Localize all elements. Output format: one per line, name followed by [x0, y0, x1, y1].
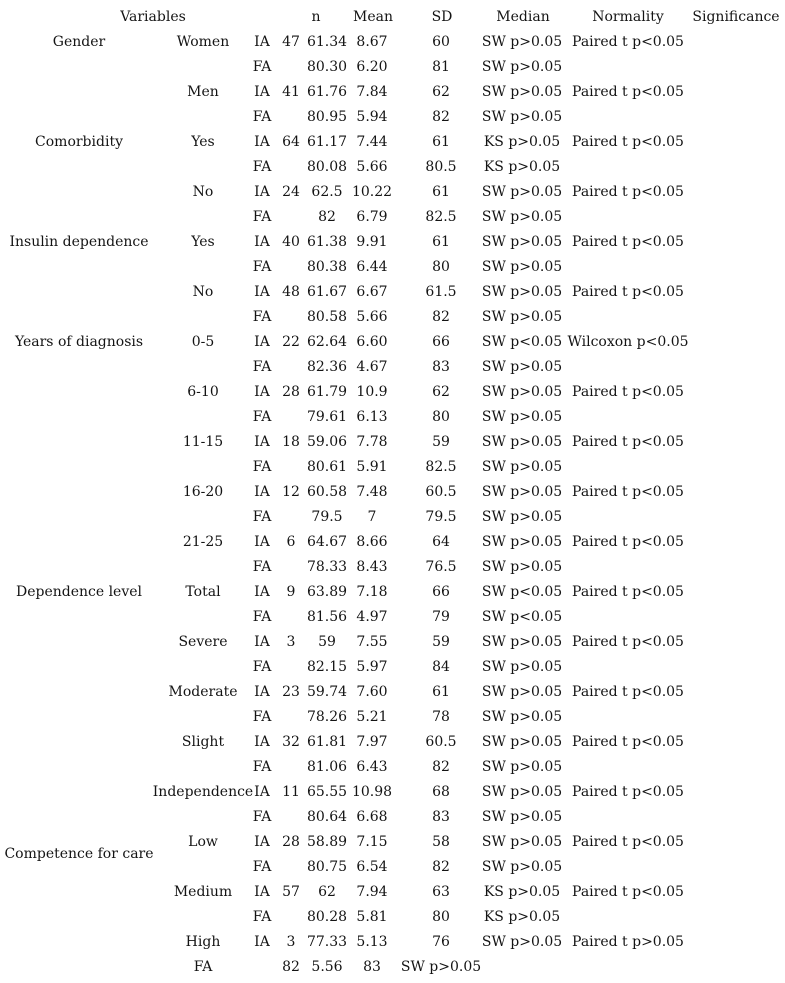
cell-sd: 10.22 [351, 183, 393, 200]
cell-normality: SW p>0.05 [481, 858, 563, 875]
cell-mean: 81.56 [306, 608, 348, 625]
cell-median: 81 [432, 58, 450, 75]
cell-mean: 80.38 [306, 258, 348, 275]
cell-median: 61 [432, 183, 450, 200]
cell-normality: SW p>0.05 [481, 308, 563, 325]
cell-test: IA [254, 33, 270, 50]
cell-normality: SW p>0.05 [481, 258, 563, 275]
table-row [0, 205, 785, 230]
cell-sd: 6.54 [356, 858, 388, 875]
cell-median: 82 [432, 108, 450, 125]
cell-n: 11 [282, 783, 300, 800]
cell-significance: Paired t p<0.05 [572, 33, 684, 50]
cell-sub: Low [188, 833, 218, 850]
cell-test: FA [252, 308, 272, 325]
cell-n: 32 [282, 733, 300, 750]
cell-sd: 5.97 [356, 658, 388, 675]
table-row [0, 680, 785, 705]
cell-sd: 6.13 [356, 408, 388, 425]
cell-sub: High [185, 933, 221, 950]
cell-median: 63 [432, 883, 450, 900]
cell-n: 3 [286, 933, 296, 950]
cell-normality: SW p>0.05 [481, 508, 563, 525]
cell-test: FA [252, 108, 272, 125]
cell-median: 60 [432, 33, 450, 50]
cell-test: FA [252, 458, 272, 475]
cell-median: 80 [432, 258, 450, 275]
cell-test: FA [252, 608, 272, 625]
variable-group-label: Gender [52, 33, 106, 50]
table-row [0, 630, 785, 655]
cell-median: 82 [432, 308, 450, 325]
cell-sub: No [192, 283, 214, 300]
cell-mean: 59.06 [306, 433, 348, 450]
cell-median: 61 [432, 683, 450, 700]
cell-sd: 7 [367, 508, 377, 525]
cell-normality: KS p>0.05 [483, 133, 561, 150]
cell-significance: Paired t p<0.05 [572, 533, 684, 550]
column-header-median: Median [496, 8, 550, 25]
cell-sub: Men [187, 83, 219, 100]
cell-sub: 21-25 [182, 533, 224, 550]
table-row [0, 55, 785, 80]
cell-normality: SW p>0.05 [481, 233, 563, 250]
cell-normality: SW p>0.05 [481, 808, 563, 825]
cell-mean: 80.28 [306, 908, 348, 925]
cell-median: 82.5 [425, 458, 457, 475]
cell-mean: 63.89 [306, 583, 348, 600]
cell-significance: Paired t p<0.05 [572, 583, 684, 600]
cell-sd: 6.60 [356, 333, 388, 350]
cell-median: 82.5 [425, 208, 457, 225]
cell-median: 60.5 [425, 733, 457, 750]
table-row [0, 505, 785, 530]
cell-sub: 11-15 [182, 433, 224, 450]
cell-normality: SW p>0.05 [481, 108, 563, 125]
cell-n: 23 [282, 683, 300, 700]
cell-median: 83 [432, 358, 450, 375]
cell-sd: 6.79 [356, 208, 388, 225]
cell-normality: SW p>0.05 [481, 483, 563, 500]
table-row [0, 905, 785, 930]
cell-n: 22 [282, 333, 300, 350]
cell-mean: 59 [318, 633, 336, 650]
cell-significance: Paired t p<0.05 [572, 83, 684, 100]
cell-median: 84 [432, 658, 450, 675]
cell-mean: 78.33 [306, 558, 348, 575]
cell-sub: Medium [173, 883, 233, 900]
cell-mean: 80.08 [306, 158, 348, 175]
table-row [0, 655, 785, 680]
cell-sd: 5.94 [356, 108, 388, 125]
cell-mean: 82.36 [306, 358, 348, 375]
cell-mean: 79.61 [306, 408, 348, 425]
cell-normality: SW p<0.05 [481, 333, 563, 350]
cell-normality: SW p>0.05 [481, 83, 563, 100]
variable-group-label: Insulin dependence [9, 233, 149, 250]
cell-sd: 9.91 [356, 233, 388, 250]
cell-mean: 61.34 [306, 33, 348, 50]
cell-median: 60.5 [425, 483, 457, 500]
cell-sub: 0-5 [191, 333, 215, 350]
variable-group-label: Years of diagnosis [14, 333, 144, 350]
cell-sub: 6-10 [187, 383, 219, 400]
cell-sd: 10.98 [351, 783, 393, 800]
table-row [0, 480, 785, 505]
cell-test: IA [254, 283, 270, 300]
table-row [0, 430, 785, 455]
table-row [0, 30, 785, 55]
cell-test: FA [252, 908, 272, 925]
cell-mean: 79.5 [311, 508, 343, 525]
cell-sd: 7.18 [356, 583, 388, 600]
table-row [0, 805, 785, 830]
cell-sub: Independence [152, 783, 254, 800]
cell-n: 82 [282, 958, 300, 975]
cell-sd: 4.97 [356, 608, 388, 625]
cell-test: IA [254, 533, 270, 550]
cell-mean: 61.38 [306, 233, 348, 250]
cell-n: 6 [286, 533, 296, 550]
cell-sd: 5.91 [356, 458, 388, 475]
cell-significance: Paired t p<0.05 [572, 183, 684, 200]
cell-mean: 64.67 [306, 533, 348, 550]
cell-n: 12 [282, 483, 300, 500]
table-row [0, 780, 785, 805]
cell-normality: SW p<0.05 [481, 583, 563, 600]
table-row [0, 155, 785, 180]
table-row [0, 380, 785, 405]
cell-mean: 58.89 [306, 833, 348, 850]
cell-n: 24 [282, 183, 300, 200]
table-row [0, 955, 785, 980]
cell-significance: Paired t p<0.05 [572, 283, 684, 300]
cell-mean: 61.81 [306, 733, 348, 750]
cell-sd: 10.9 [356, 383, 388, 400]
table-row [0, 305, 785, 330]
cell-test: IA [254, 883, 270, 900]
cell-mean: 62.5 [311, 183, 343, 200]
cell-mean: 82 [318, 208, 336, 225]
cell-mean: 61.79 [306, 383, 348, 400]
cell-median: 79.5 [425, 508, 457, 525]
cell-normality: KS p>0.05 [483, 883, 561, 900]
cell-sd: 4.67 [356, 358, 388, 375]
cell-sd: 5.13 [356, 933, 388, 950]
cell-n: 41 [282, 83, 300, 100]
cell-normality: SW p>0.05 [481, 633, 563, 650]
cell-mean: 80.75 [306, 858, 348, 875]
cell-significance: Paired t p<0.05 [572, 633, 684, 650]
table-row [0, 555, 785, 580]
table-row [0, 930, 785, 955]
cell-test: IA [254, 333, 270, 350]
cell-normality: SW p>0.05 [481, 33, 563, 50]
table-row [0, 355, 785, 380]
cell-sub: Yes [191, 233, 215, 250]
cell-median: 83 [432, 808, 450, 825]
variable-group-label: Competence for care [4, 846, 154, 862]
cell-median: 76 [432, 933, 450, 950]
cell-sd: 83 [363, 958, 381, 975]
cell-mean: 80.61 [306, 458, 348, 475]
cell-n: 28 [282, 833, 300, 850]
column-header-variables: Variables [120, 8, 186, 25]
cell-mean: 77.33 [306, 933, 348, 950]
cell-median: 79 [432, 608, 450, 625]
cell-sd: 7.15 [356, 833, 388, 850]
cell-test: FA [252, 258, 272, 275]
cell-test: IA [254, 483, 270, 500]
cell-normality: SW p>0.05 [481, 733, 563, 750]
cell-normality: SW p>0.05 [481, 408, 563, 425]
cell-test: IA [254, 233, 270, 250]
cell-significance: Paired t p<0.05 [572, 683, 684, 700]
table-header-row [0, 5, 785, 30]
table-row [0, 730, 785, 755]
cell-normality: SW p>0.05 [481, 433, 563, 450]
cell-test: FA [252, 758, 272, 775]
cell-test: FA [252, 58, 272, 75]
cell-sub: Slight [181, 733, 225, 750]
cell-n: 40 [282, 233, 300, 250]
cell-median: 59 [432, 633, 450, 650]
cell-test: IA [254, 83, 270, 100]
cell-sd: 6.43 [356, 758, 388, 775]
cell-significance: Paired t p<0.05 [572, 483, 684, 500]
cell-mean: 62 [318, 883, 336, 900]
cell-normality: SW p>0.05 [481, 533, 563, 550]
cell-test: FA [252, 658, 272, 675]
table-row [0, 180, 785, 205]
cell-sd: 5.21 [356, 708, 388, 725]
variable-group-label: Dependence level [15, 583, 143, 600]
table-row [0, 705, 785, 730]
cell-mean: 65.55 [306, 783, 348, 800]
cell-normality: SW p>0.05 [481, 758, 563, 775]
cell-mean: 80.64 [306, 808, 348, 825]
table-row [0, 880, 785, 905]
cell-normality: SW p>0.05 [481, 383, 563, 400]
cell-test: FA [252, 708, 272, 725]
cell-normality: SW p>0.05 [481, 58, 563, 75]
cell-mean: 82.15 [306, 658, 348, 675]
cell-mean: 5.56 [311, 958, 343, 975]
cell-sd: 7.60 [356, 683, 388, 700]
cell-normality: SW p>0.05 [481, 933, 563, 950]
cell-median: 62 [432, 83, 450, 100]
cell-mean: 78.26 [306, 708, 348, 725]
cell-mean: 80.30 [306, 58, 348, 75]
cell-median: 61.5 [425, 283, 457, 300]
cell-median: 80.5 [425, 158, 457, 175]
cell-sd: 6.67 [356, 283, 388, 300]
cell-median: 82 [432, 758, 450, 775]
cell-median: 80 [432, 908, 450, 925]
column-header-n: n [311, 8, 321, 25]
cell-median: 59 [432, 433, 450, 450]
cell-test: FA [252, 858, 272, 875]
cell-median: 61 [432, 133, 450, 150]
cell-test: IA [254, 783, 270, 800]
table-row [0, 280, 785, 305]
cell-significance: Paired t p<0.05 [572, 833, 684, 850]
cell-significance: Wilcoxon p<0.05 [567, 333, 689, 350]
cell-sd: 5.66 [356, 158, 388, 175]
cell-sd: 7.48 [356, 483, 388, 500]
cell-sub: Moderate [168, 683, 238, 700]
cell-normality: SW p>0.05 [481, 208, 563, 225]
cell-sd: 6.20 [356, 58, 388, 75]
column-header-significance: Significance [692, 8, 780, 25]
cell-n: 9 [286, 583, 296, 600]
cell-normality: KS p>0.05 [483, 158, 561, 175]
cell-test: IA [254, 733, 270, 750]
cell-median: 64 [432, 533, 450, 550]
cell-mean: 80.95 [306, 108, 348, 125]
table-row [0, 80, 785, 105]
cell-mean: 61.76 [306, 83, 348, 100]
cell-normality: SW p>0.05 [481, 183, 563, 200]
cell-test: IA [254, 933, 270, 950]
cell-n: 64 [282, 133, 300, 150]
cell-n: 48 [282, 283, 300, 300]
cell-median: 68 [432, 783, 450, 800]
cell-sd: 7.44 [356, 133, 388, 150]
cell-sub: Total [185, 583, 221, 600]
cell-median: SW p>0.05 [400, 958, 482, 975]
cell-sd: 6.44 [356, 258, 388, 275]
cell-test: IA [254, 383, 270, 400]
cell-test: IA [254, 433, 270, 450]
cell-significance: Paired t p<0.05 [572, 733, 684, 750]
cell-test: IA [254, 683, 270, 700]
cell-median: 82 [432, 858, 450, 875]
cell-sd: 7.94 [356, 883, 388, 900]
cell-mean: 60.58 [306, 483, 348, 500]
cell-test: FA [252, 558, 272, 575]
cell-normality: SW p>0.05 [481, 658, 563, 675]
table-row [0, 530, 785, 555]
cell-sd: 6.68 [356, 808, 388, 825]
cell-test: FA [252, 208, 272, 225]
cell-n: 47 [282, 33, 300, 50]
cell-mean: 59.74 [306, 683, 348, 700]
cell-significance: Paired t p<0.05 [572, 433, 684, 450]
cell-normality: SW p>0.05 [481, 708, 563, 725]
cell-normality: SW p>0.05 [481, 458, 563, 475]
cell-normality: KS p>0.05 [483, 908, 561, 925]
cell-significance: Paired t p<0.05 [572, 883, 684, 900]
cell-sub: Severe [178, 633, 228, 650]
cell-mean: 81.06 [306, 758, 348, 775]
cell-test: IA [254, 183, 270, 200]
cell-significance: Paired t p<0.05 [572, 133, 684, 150]
cell-median: 66 [432, 333, 450, 350]
column-header-mean: Mean [353, 8, 393, 25]
table-row [0, 605, 785, 630]
cell-sd: 7.97 [356, 733, 388, 750]
table-row [0, 255, 785, 280]
cell-normality: SW p>0.05 [481, 683, 563, 700]
column-header-normality: Normality [592, 8, 664, 25]
cell-mean: 80.58 [306, 308, 348, 325]
cell-sd: 7.55 [356, 633, 388, 650]
cell-sd: 7.78 [356, 433, 388, 450]
cell-significance: Paired t p>0.05 [572, 933, 684, 950]
cell-sub: Women [176, 33, 230, 50]
cell-median: 80 [432, 408, 450, 425]
cell-significance: Paired t p<0.05 [572, 383, 684, 400]
cell-mean: 61.17 [306, 133, 348, 150]
cell-n: 57 [282, 883, 300, 900]
cell-test: FA [252, 158, 272, 175]
cell-mean: 62.64 [306, 333, 348, 350]
cell-normality: SW p<0.05 [481, 608, 563, 625]
cell-test: IA [254, 133, 270, 150]
cell-normality: SW p>0.05 [481, 833, 563, 850]
column-header-sd: SD [431, 8, 453, 25]
cell-normality: SW p>0.05 [481, 783, 563, 800]
cell-sub: FA [193, 958, 213, 975]
cell-n: 18 [282, 433, 300, 450]
cell-test: FA [252, 408, 272, 425]
cell-sub: 16-20 [182, 483, 224, 500]
cell-test: FA [252, 508, 272, 525]
cell-test: IA [254, 833, 270, 850]
cell-test: FA [252, 808, 272, 825]
cell-normality: SW p>0.05 [481, 358, 563, 375]
cell-n: 28 [282, 383, 300, 400]
cell-n: 3 [286, 633, 296, 650]
cell-median: 61 [432, 233, 450, 250]
cell-sd: 8.43 [356, 558, 388, 575]
cell-test: IA [254, 583, 270, 600]
cell-median: 78 [432, 708, 450, 725]
cell-sd: 8.67 [356, 33, 388, 50]
variable-group-label: Comorbidity [35, 133, 123, 150]
cell-sd: 5.81 [356, 908, 388, 925]
cell-normality: SW p>0.05 [481, 558, 563, 575]
cell-significance: Paired t p<0.05 [572, 783, 684, 800]
cell-test: FA [252, 358, 272, 375]
cell-test: IA [254, 633, 270, 650]
table-row [0, 455, 785, 480]
table-row [0, 405, 785, 430]
cell-sub: Yes [191, 133, 215, 150]
table-row [0, 105, 785, 130]
cell-mean: 61.67 [306, 283, 348, 300]
cell-sd: 5.66 [356, 308, 388, 325]
table-row [0, 755, 785, 780]
cell-median: 66 [432, 583, 450, 600]
cell-median: 62 [432, 383, 450, 400]
cell-median: 76.5 [425, 558, 457, 575]
cell-normality: SW p>0.05 [481, 283, 563, 300]
cell-significance: Paired t p<0.05 [572, 233, 684, 250]
cell-median: 58 [432, 833, 450, 850]
cell-sd: 8.66 [356, 533, 388, 550]
cell-sub: No [192, 183, 214, 200]
cell-sd: 7.84 [356, 83, 388, 100]
